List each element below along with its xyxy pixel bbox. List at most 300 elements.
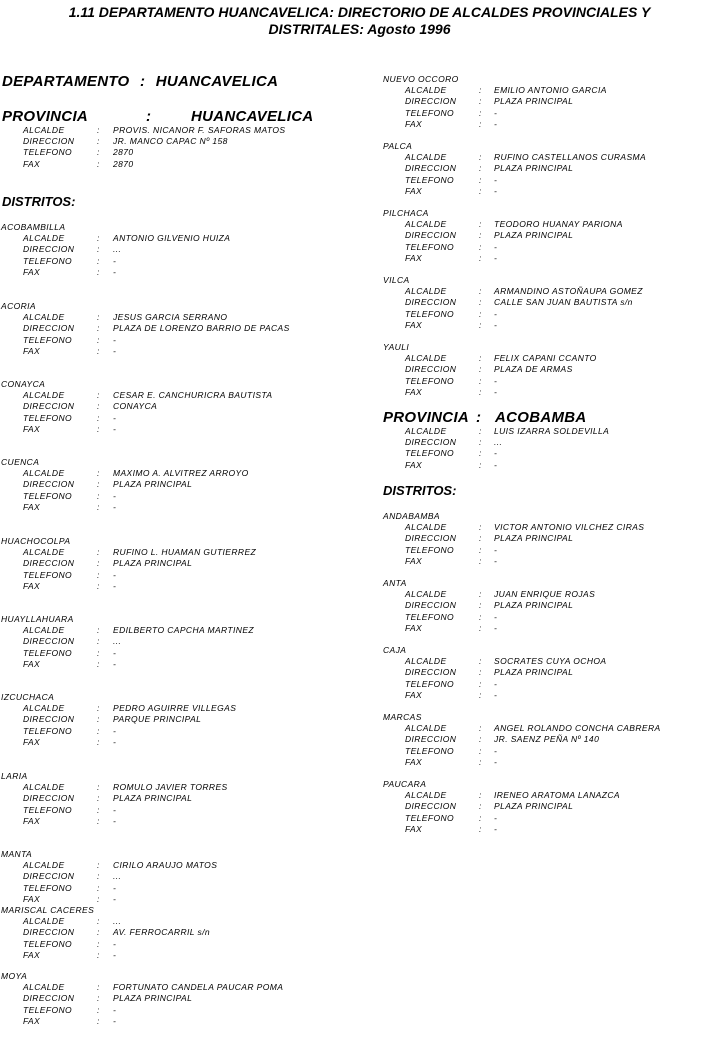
alcalde-row [382, 286, 719, 297]
direccion-value: JR. SAENZ PEÑA Nº 140 [494, 734, 600, 745]
telefono-label: TELEFONO [405, 107, 455, 118]
colon: : [97, 658, 100, 669]
direccion-value: PLAZA DE ARMAS [494, 364, 573, 375]
district-name: NUEVO OCCORO [383, 74, 459, 84]
fax-value: - [494, 622, 498, 633]
direccion-row [382, 96, 719, 107]
fax-value: 2870 [113, 158, 134, 169]
telefono-value: - [113, 647, 117, 658]
colon: : [97, 1004, 100, 1015]
fax-value: - [113, 893, 117, 904]
fax-row [0, 816, 340, 827]
alcalde-row [0, 468, 340, 479]
colon: : [479, 386, 482, 397]
provincia-separator: : [146, 108, 152, 125]
fax-value: - [494, 386, 498, 397]
district-name: ACORIA [1, 301, 36, 311]
direccion-value: PARQUE PRINCIPAL [113, 714, 202, 725]
direccion-label: DIRECCION [23, 714, 75, 725]
telefono-label: TELEFONO [405, 241, 455, 252]
fax-label: FAX [23, 658, 41, 669]
fax-label: FAX [405, 185, 423, 196]
colon: : [479, 319, 482, 330]
district-block [0, 905, 340, 961]
telefono-value: - [494, 611, 498, 622]
alcalde-row [0, 703, 340, 714]
district-block [382, 645, 719, 701]
alcalde-value: JESUS GARCIA SERRANO [113, 312, 228, 323]
direccion-value: PLAZA PRINCIPAL [494, 667, 574, 678]
alcalde-label: ALCALDE [405, 152, 447, 163]
district-name: PAUCARA [383, 779, 427, 789]
alcalde-label: ALCALDE [405, 522, 447, 533]
alcalde-value: TEODORO HUANAY PARIONA [494, 219, 623, 230]
telefono-value: - [113, 569, 117, 580]
telefono-row [0, 570, 340, 581]
alcalde-value: IRENEO ARATOMA LANAZCA [494, 790, 620, 801]
fax-row [0, 267, 340, 278]
direccion-row [0, 323, 340, 334]
fax-value: - [494, 185, 498, 196]
fax-row [0, 581, 340, 592]
telefono-label: TELEFONO [405, 308, 455, 319]
direccion-value: PLAZA PRINCIPAL [113, 558, 193, 569]
colon: : [479, 448, 482, 459]
fax-value: - [113, 580, 117, 591]
telefono-value: - [113, 334, 117, 345]
alcalde-row [0, 625, 340, 636]
telefono-row [382, 813, 719, 824]
title-line-1: 1.11 DEPARTAMENTO HUANCAVELICA: DIRECTORIO DE ALCALDES PROVINCIALES Y [68, 4, 651, 20]
colon: : [479, 790, 482, 801]
telefono-row [0, 256, 340, 267]
telefono-value: - [113, 490, 117, 501]
fax-label: FAX [405, 252, 423, 263]
telefono-value: 2870 [113, 147, 134, 158]
fax-label: FAX [23, 423, 41, 434]
telefono-row [0, 805, 340, 816]
direccion-value: ... [494, 437, 503, 448]
telefono-label: TELEFONO [405, 678, 455, 689]
direccion-value: PLAZA PRINCIPAL [113, 479, 193, 490]
direccion-value: PLAZA PRINCIPAL [494, 600, 574, 611]
alcalde-label: ALCALDE [23, 703, 65, 714]
direccion-label: DIRECCION [23, 244, 75, 255]
district-block [382, 208, 719, 264]
district-name: IZCUCHACA [1, 692, 55, 702]
colon: : [97, 736, 100, 747]
direccion-value: AV. FERROCARRIL s/n [113, 927, 211, 938]
direccion-row [382, 163, 719, 174]
colon: : [97, 136, 100, 147]
colon: : [479, 118, 482, 129]
alcalde-value: EMILIO ANTONIO GARCIA [494, 85, 607, 96]
district-block [0, 222, 340, 278]
telefono-row [382, 679, 719, 690]
telefono-label: TELEFONO [405, 611, 455, 622]
colon: : [97, 125, 100, 135]
colon: : [479, 622, 482, 633]
colon: : [479, 96, 482, 107]
telefono-value: - [494, 241, 498, 252]
telefono-value: - [494, 107, 498, 118]
district-name: CUENCA [1, 457, 40, 467]
fax-row [382, 253, 719, 264]
alcalde-value: PROVIS. NICANOR F. SAFORAS MATOS [113, 125, 286, 135]
alcalde-label: ALCALDE [405, 85, 447, 96]
telefono-label: TELEFONO [405, 544, 455, 555]
alcalde-value: LUIS IZARRA SOLDEVILLA [494, 426, 610, 436]
telefono-label: TELEFONO [405, 812, 455, 823]
colon: : [97, 569, 100, 580]
alcalde-value: ANGEL ROLANDO CONCHA CABRERA [494, 723, 661, 734]
colon: : [97, 233, 100, 244]
fax-value: - [113, 658, 117, 669]
district-name: ANTA [383, 578, 407, 588]
direccion-label: DIRECCION [23, 401, 75, 412]
alcalde-value: CESAR E. CANCHURICRA BAUTISTA [113, 390, 273, 401]
alcalde-value: JUAN ENRIQUE ROJAS [494, 589, 596, 600]
colon: : [479, 459, 482, 470]
direccion-row [0, 558, 340, 569]
direccion-row [0, 479, 340, 490]
alcalde-value: EDILBERTO CAPCHA MARTINEZ [113, 625, 254, 636]
alcalde-row [0, 982, 340, 993]
colon: : [97, 636, 100, 647]
district-block [382, 342, 719, 398]
colon: : [479, 107, 482, 118]
colon: : [479, 823, 482, 834]
fax-label: FAX [405, 823, 423, 834]
telefono-row [0, 147, 360, 158]
colon: : [97, 147, 100, 158]
direccion-label: DIRECCION [405, 230, 457, 241]
telefono-value: - [494, 375, 498, 386]
fax-row [382, 690, 719, 701]
direccion-label: DIRECCION [405, 96, 457, 107]
direccion-row [382, 667, 719, 678]
telefono-label: TELEFONO [23, 569, 73, 580]
telefono-label: TELEFONO [23, 647, 73, 658]
colon: : [97, 266, 100, 277]
telefono-value: - [494, 448, 498, 459]
colon: : [97, 412, 100, 423]
fax-value: - [494, 118, 498, 129]
colon: : [479, 252, 482, 263]
colon: : [97, 1015, 100, 1026]
direccion-value: PLAZA PRINCIPAL [494, 96, 574, 107]
alcalde-value: RUFINO CASTELLANOS CURASMA [494, 152, 647, 163]
fax-value: - [494, 459, 498, 470]
direccion-label: DIRECCION [23, 793, 75, 804]
alcalde-label: ALCALDE [405, 790, 447, 801]
colon: : [479, 152, 482, 163]
direccion-row [0, 993, 340, 1004]
fax-value: - [494, 319, 498, 330]
colon: : [479, 163, 482, 174]
district-block [382, 779, 719, 835]
provincia-name: HUANCAVELICA [191, 108, 314, 125]
district-block [0, 849, 340, 905]
colon: : [97, 468, 100, 479]
fax-label: FAX [23, 949, 41, 960]
departamento-heading [2, 73, 278, 90]
colon: : [479, 241, 482, 252]
direccion-value: ... [113, 871, 122, 882]
alcalde-value: VICTOR ANTONIO VILCHEZ CIRAS [494, 522, 645, 533]
colon: : [97, 312, 100, 323]
district-name: HUACHOCOLPA [1, 536, 71, 546]
colon: : [97, 871, 100, 882]
direccion-label: DIRECCION [405, 734, 457, 745]
direccion-label: DIRECCION [405, 533, 457, 544]
telefono-value: - [113, 804, 117, 815]
colon: : [97, 804, 100, 815]
direccion-value: PLAZA PRINCIPAL [494, 801, 574, 812]
alcalde-value: PEDRO AGUIRRE VILLEGAS [113, 703, 237, 714]
alcalde-row [382, 219, 719, 230]
telefono-row [382, 175, 719, 186]
fax-label: FAX [405, 319, 423, 330]
direccion-row [382, 230, 719, 241]
direccion-value: ... [113, 636, 122, 647]
telefono-label: TELEFONO [405, 375, 455, 386]
district-name: YAULI [383, 342, 410, 352]
district-block [382, 578, 719, 634]
fax-label: FAX [405, 622, 423, 633]
fax-row [382, 623, 719, 634]
direccion-value: PLAZA DE LORENZO BARRIO DE PACAS [113, 323, 290, 334]
telefono-row [382, 242, 719, 253]
telefono-row [382, 612, 719, 623]
direccion-row [382, 600, 719, 611]
alcalde-row [0, 860, 340, 871]
telefono-row [382, 108, 719, 119]
telefono-label: TELEFONO [23, 804, 73, 815]
colon: : [97, 703, 100, 714]
colon: : [479, 353, 482, 364]
direccion-row [382, 801, 719, 812]
fax-value: - [494, 689, 498, 700]
fax-value: - [494, 555, 498, 566]
colon: : [97, 882, 100, 893]
direccion-value: PLAZA PRINCIPAL [494, 163, 574, 174]
provincia-heading-huancavelica [2, 108, 322, 125]
colon: : [479, 426, 482, 436]
alcalde-row [382, 790, 719, 801]
colon: : [97, 938, 100, 949]
alcalde-label: ALCALDE [23, 233, 65, 244]
provincia-separator: : [476, 409, 482, 426]
fax-label: FAX [23, 893, 41, 904]
colon: : [97, 334, 100, 345]
district-name: HUAYLLAHUARA [1, 614, 74, 624]
colon: : [479, 185, 482, 196]
alcalde-label: ALCALDE [23, 982, 65, 993]
alcalde-row [382, 85, 719, 96]
district-name: PALCA [383, 141, 413, 151]
alcalde-row [382, 353, 719, 364]
departamento-name: HUANCAVELICA [155, 73, 279, 90]
telefono-row [382, 448, 718, 459]
direccion-row [0, 636, 340, 647]
fax-row [0, 659, 340, 670]
colon: : [97, 927, 100, 938]
alcalde-value: RUFINO L. HUAMAN GUTIERREZ [113, 547, 257, 558]
fax-row [0, 346, 340, 357]
fax-label: FAX [405, 689, 423, 700]
fax-label: FAX [23, 580, 41, 591]
alcalde-label: ALCALDE [405, 219, 447, 230]
alcalde-row [0, 233, 340, 244]
colon: : [479, 437, 482, 448]
fax-label: FAX [405, 756, 423, 767]
page-title [0, 4, 719, 38]
telefono-row [0, 491, 340, 502]
district-block [0, 457, 340, 513]
alcalde-label: ALCALDE [405, 426, 447, 436]
telefono-value: - [494, 812, 498, 823]
colon: : [97, 547, 100, 558]
direccion-value: JR. MANCO CAPAC Nº 158 [113, 136, 228, 147]
alcalde-row [0, 916, 340, 927]
colon: : [479, 544, 482, 555]
direccion-label: DIRECCION [405, 667, 457, 678]
colon: : [479, 375, 482, 386]
colon: : [97, 158, 100, 169]
fax-label: FAX [405, 555, 423, 566]
district-block [0, 614, 340, 670]
fax-value: - [113, 345, 117, 356]
fax-row [0, 1016, 340, 1027]
fax-row [0, 950, 340, 961]
provincia-label: PROVINCIA [2, 108, 89, 125]
district-name: CONAYCA [1, 379, 46, 389]
colon: : [97, 625, 100, 636]
colon: : [479, 555, 482, 566]
telefono-row [0, 335, 340, 346]
colon: : [97, 323, 100, 334]
direccion-row [0, 714, 340, 725]
telefono-row [0, 1005, 340, 1016]
alcalde-label: ALCALDE [23, 312, 65, 323]
direccion-row [382, 734, 719, 745]
telefono-value: - [494, 745, 498, 756]
direccion-label: DIRECCION [405, 297, 457, 308]
colon: : [479, 611, 482, 622]
colon: : [97, 255, 100, 266]
district-name: LARIA [1, 771, 28, 781]
alcalde-label: ALCALDE [405, 353, 447, 364]
colon: : [97, 345, 100, 356]
fax-row [382, 460, 718, 471]
fax-label: FAX [23, 158, 41, 169]
fax-value: - [113, 949, 117, 960]
fax-value: - [113, 423, 117, 434]
alcalde-row [0, 125, 360, 136]
provincia-acobamba-info [382, 426, 718, 471]
direccion-label: DIRECCION [405, 364, 457, 375]
district-block [0, 379, 340, 435]
provincia-label: PROVINCIA [383, 409, 470, 426]
telefono-label: TELEFONO [23, 147, 73, 158]
colon: : [97, 558, 100, 569]
alcalde-value: SOCRATES CUYA OCHOA [494, 656, 607, 667]
telefono-label: TELEFONO [405, 745, 455, 756]
colon: : [97, 815, 100, 826]
alcalde-row [382, 589, 719, 600]
direccion-value: PLAZA PRINCIPAL [494, 533, 574, 544]
colon: : [97, 982, 100, 993]
alcalde-row [382, 656, 719, 667]
alcalde-row [0, 782, 340, 793]
alcalde-row [382, 426, 718, 437]
fax-value: - [494, 756, 498, 767]
alcalde-label: ALCALDE [405, 656, 447, 667]
fax-value: - [113, 1015, 117, 1026]
telefono-row [0, 726, 340, 737]
telefono-row [0, 413, 340, 424]
telefono-label: TELEFONO [23, 938, 73, 949]
departamento-separator: : [139, 73, 146, 90]
title-line-2: DISTRITALES: Agosto 1996 [268, 21, 451, 37]
provincia-huancavelica-info [0, 125, 360, 170]
district-name: MARISCAL CACERES [1, 905, 95, 915]
direccion-value: PLAZA PRINCIPAL [113, 793, 193, 804]
alcalde-value: CIRILO ARAUJO MATOS [113, 860, 218, 871]
direccion-row [0, 401, 340, 412]
colon: : [97, 501, 100, 512]
telefono-value: - [113, 882, 117, 893]
direccion-label: DIRECCION [23, 136, 75, 147]
colon: : [97, 490, 100, 501]
telefono-value: - [494, 678, 498, 689]
telefono-row [382, 545, 719, 556]
fax-label: FAX [405, 118, 423, 129]
fax-row [0, 424, 340, 435]
fax-value: - [113, 815, 117, 826]
telefono-value: - [113, 412, 117, 423]
direccion-row [382, 364, 719, 375]
fax-row [382, 387, 719, 398]
colon: : [97, 916, 100, 927]
direccion-label: DIRECCION [23, 927, 75, 938]
direccion-label: DIRECCION [405, 437, 457, 448]
district-name: VILCA [383, 275, 410, 285]
fax-row [0, 737, 340, 748]
direccion-row [382, 533, 719, 544]
colon: : [479, 745, 482, 756]
direccion-row [0, 244, 340, 255]
district-name: MARCAS [383, 712, 422, 722]
district-block [382, 511, 719, 567]
fax-row [0, 894, 340, 905]
colon: : [97, 401, 100, 412]
telefono-value: - [494, 544, 498, 555]
district-name: ACOBAMBILLA [1, 222, 66, 232]
colon: : [97, 479, 100, 490]
colon: : [97, 714, 100, 725]
direccion-value: PLAZA PRINCIPAL [494, 230, 574, 241]
alcalde-row [382, 723, 719, 734]
distritos-heading: DISTRITOS: [383, 483, 457, 498]
colon: : [479, 734, 482, 745]
colon: : [479, 589, 482, 600]
colon: : [97, 580, 100, 591]
colon: : [479, 801, 482, 812]
telefono-label: TELEFONO [405, 174, 455, 185]
direccion-row [0, 136, 360, 147]
